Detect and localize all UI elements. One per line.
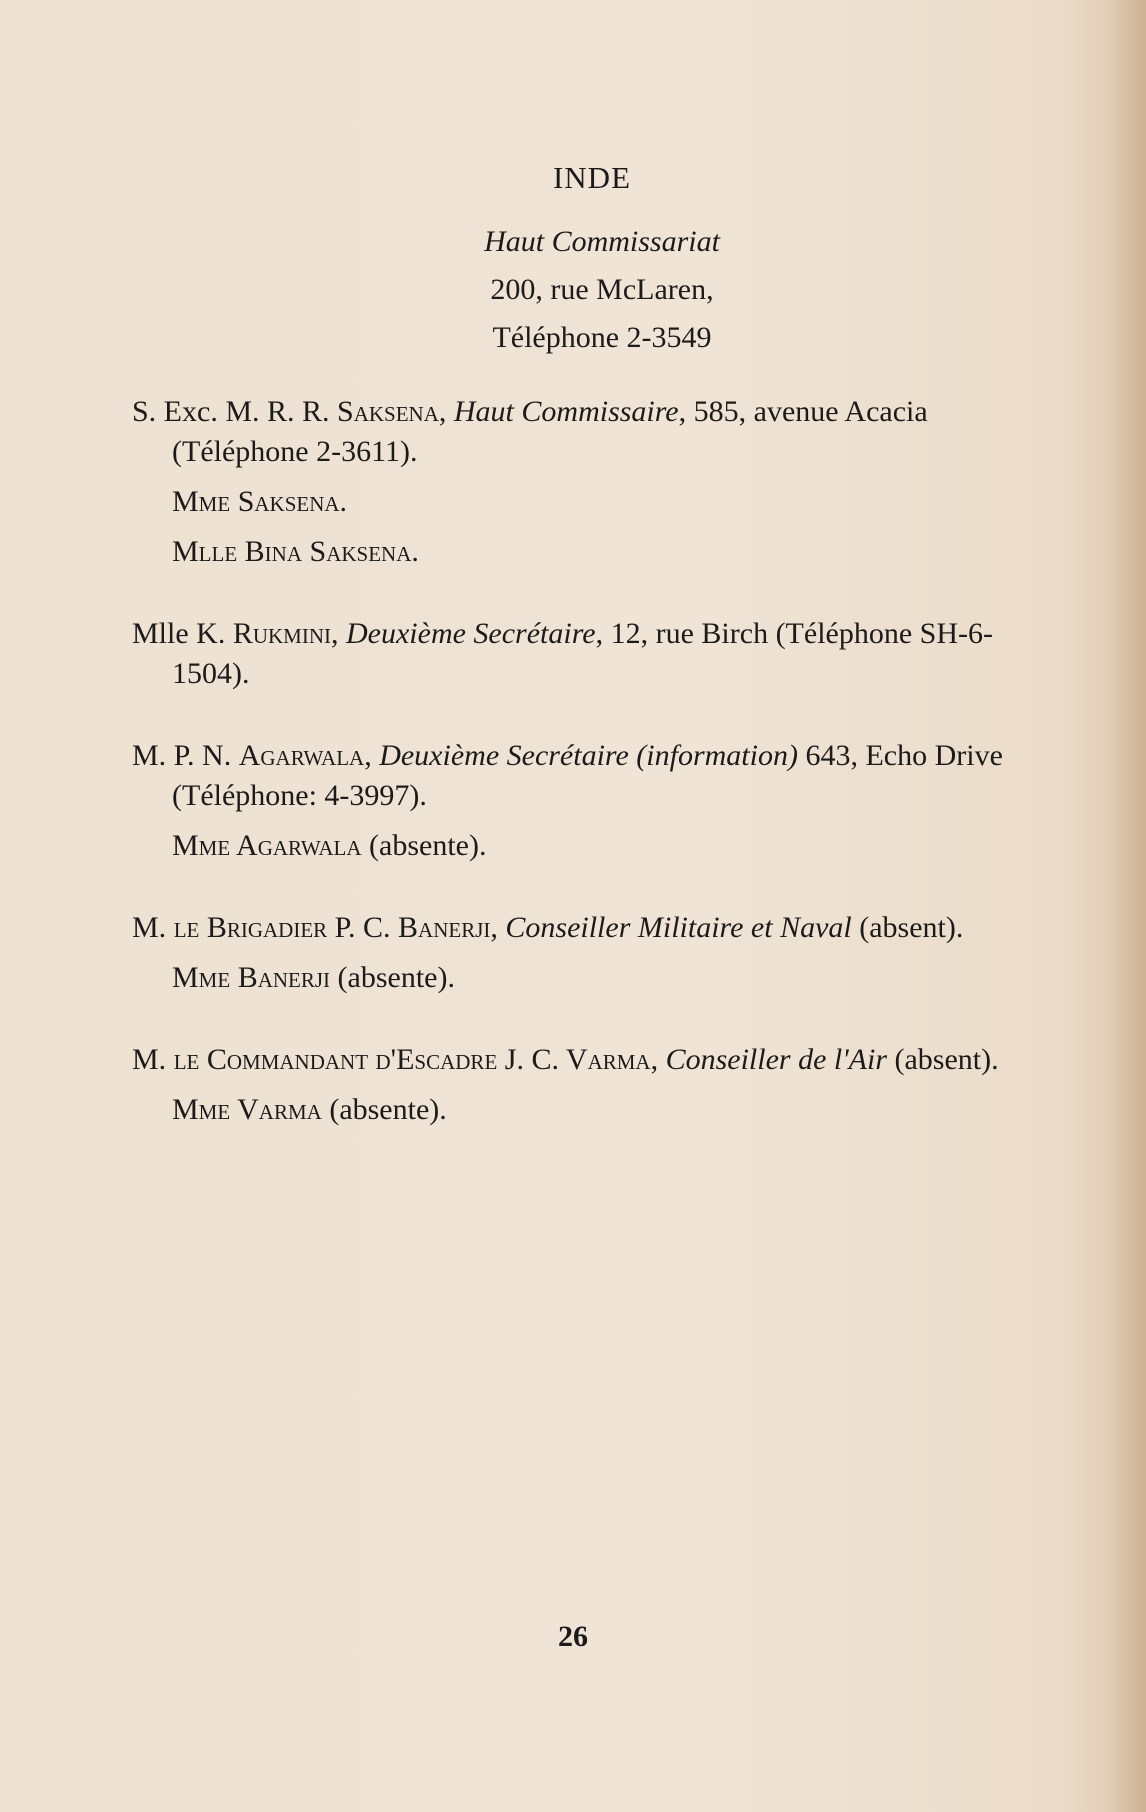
page-number: 26 [558,1620,588,1653]
entry-spouse [172,826,1032,866]
entry-spouse [172,958,1032,998]
entry-prefix: S. Exc. M. R. R. [132,395,338,428]
sub-title: Mme [172,961,238,994]
entry-name: le Commandant d'Escadre J. C. Varma [173,1043,651,1076]
entry-name: le Brigadier P. C. Banerji [173,911,491,944]
entry-details: (absent). [887,1043,999,1076]
entry-spouse [172,1090,1032,1130]
entry-role: Conseiller Militaire et Naval [505,911,852,944]
entry-daughter [172,532,1032,572]
entry-details: (absent). [851,911,964,944]
entry-name: Saksena [337,395,439,428]
entry-role: Haut Commissaire [453,395,679,428]
sub-title: Mme [172,485,238,518]
page-edge-shadow [1106,0,1146,1812]
sub-name: Saksena [237,485,340,518]
entry-details: , 585, avenue Acacia (Téléphone 2-3611). [172,395,928,468]
sub-details: . [339,485,348,518]
entry-varma [132,1040,1032,1080]
entry-separator: , [331,617,346,650]
sub-name: Banerji [237,961,331,994]
entry-details: 643, Echo Drive (Téléphone: 4-3997). [172,739,1003,812]
entry-role: Conseiller de l'Air [665,1043,887,1076]
sub-name: Agarwala [236,829,362,862]
sub-details: (absente). [330,961,455,994]
entry-separator: , [650,1043,666,1076]
entry-prefix: M. P. N. [132,739,239,772]
entry-role: Deuxième Secrétaire [346,617,596,650]
office-name: Haut Commissariat [484,225,720,258]
entry-separator: , [438,395,454,428]
entry-separator: , [490,911,506,944]
entry-spouse [172,482,1032,522]
entry-saksena [132,392,1032,472]
entry-details: , 12, rue Birch (Téléphone SH-6-1504). [172,617,993,690]
sub-details: (absente). [321,1093,447,1126]
entry-prefix: M. [132,911,174,944]
sub-title: Mme [172,829,237,862]
sub-details: . [411,535,419,568]
entry-role: Deuxième Secrétaire (information) [379,739,798,772]
sub-name: Varma [237,1093,322,1126]
office-phone: Téléphone 2-3549 [492,321,712,354]
entry-separator: , [364,739,380,772]
entry-prefix: Mlle K. [132,617,233,650]
entry-agarwala [132,736,1032,816]
sub-name: Bina Saksena [244,535,412,568]
office-address: 200, rue McLaren, [490,273,714,306]
sub-details: (absente). [361,829,487,862]
entry-name: Rukmini [232,617,331,650]
sub-title: Mlle [172,535,245,568]
entry-prefix: M. [132,1043,174,1076]
entry-banerji [132,908,1032,948]
page-title: INDE [552,160,632,195]
sub-title: Mme [172,1093,238,1126]
entry-name: Agarwala [238,739,365,772]
entry-rukmini [132,614,1032,694]
document-body [132,160,1032,1130]
